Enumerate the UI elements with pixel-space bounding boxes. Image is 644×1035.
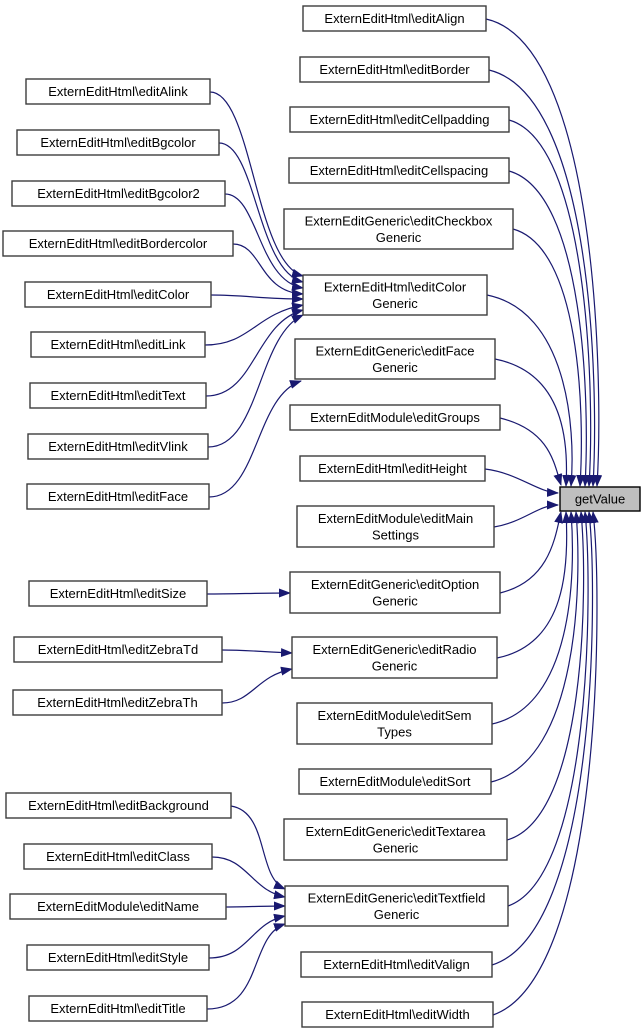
node-editClass[interactable] <box>24 844 212 869</box>
node-label-editColorGeneric: ExternEditHtml\editColor Generic <box>323 279 467 311</box>
edge-editCellpadding-to-getValue <box>509 120 591 486</box>
edge-editSemTypes-to-getValue <box>492 512 572 724</box>
node-editSemTypes[interactable] <box>297 703 492 744</box>
node-label-editName: ExternEditModule\editName <box>37 899 199 915</box>
node-editSize[interactable] <box>29 581 207 606</box>
node-label-editVlink: ExternEditHtml\editVlink <box>48 439 188 455</box>
edge-editTextfieldGeneric-to-getValue <box>508 512 588 906</box>
node-editBordercolor[interactable] <box>3 231 233 256</box>
node-label-editFaceGeneric: ExternEditGeneric\editFace Generic <box>315 343 475 375</box>
node-editTitle[interactable] <box>29 996 207 1021</box>
node-label-editGroups: ExternEditModule\editGroups <box>310 410 480 426</box>
edge-editWidth-to-getValue <box>493 512 597 1015</box>
edge-editFace-to-editFaceGeneric <box>209 381 301 497</box>
node-label-editCellpadding: ExternEditHtml\editCellpadding <box>309 112 490 128</box>
node-label-editSort: ExternEditModule\editSort <box>319 774 471 790</box>
node-editBgcolor2[interactable] <box>12 181 225 206</box>
node-editTextareaGeneric[interactable] <box>284 819 507 860</box>
node-editTextfieldGeneric[interactable] <box>285 886 508 926</box>
node-label-editAlink: ExternEditHtml\editAlink <box>48 84 188 100</box>
edge-editZebraTh-to-editRadioGeneric <box>222 669 292 703</box>
node-label-editBorder: ExternEditHtml\editBorder <box>319 62 470 78</box>
node-label-editTitle: ExternEditHtml\editTitle <box>50 1001 186 1017</box>
node-label-editSemTypes: ExternEditModule\editSem Types <box>317 707 472 740</box>
node-editFaceGeneric[interactable] <box>295 339 495 379</box>
node-editText[interactable] <box>30 383 206 408</box>
node-editOptionGeneric[interactable] <box>290 572 500 613</box>
node-editStyle[interactable] <box>27 945 209 970</box>
node-label-editZebraTd: ExternEditHtml\editZebraTd <box>37 642 199 658</box>
edge-editName-to-editTextfieldGeneric <box>226 906 285 907</box>
edge-editZebraTd-to-editRadioGeneric <box>222 650 292 653</box>
node-editMainSettings[interactable] <box>297 506 494 547</box>
node-editBorder[interactable] <box>300 57 489 82</box>
node-label-editTextfieldGeneric: ExternEditGeneric\editTextfield Generic <box>307 890 486 922</box>
node-editGroups[interactable] <box>290 405 500 430</box>
node-label-editClass: ExternEditHtml\editClass <box>46 849 190 865</box>
node-label-editFace: ExternEditHtml\editFace <box>47 489 189 505</box>
node-editZebraTh[interactable] <box>13 690 222 715</box>
edge-editStyle-to-editTextfieldGeneric <box>209 916 285 958</box>
node-label-getValue: getValue <box>574 491 626 507</box>
node-label-editHeight: ExternEditHtml\editHeight <box>318 461 467 477</box>
node-label-editMainSettings: ExternEditModule\editMain Settings <box>317 510 474 543</box>
node-editCellspacing[interactable] <box>289 158 509 183</box>
edge-editBackground-to-editTextfieldGeneric <box>231 806 285 889</box>
node-editCheckboxGeneric[interactable] <box>284 209 513 249</box>
node-label-editWidth: ExternEditHtml\editWidth <box>325 1007 470 1023</box>
node-editCellpadding[interactable] <box>290 107 509 132</box>
edge-editText-to-editColorGeneric <box>206 310 303 396</box>
edge-editSort-to-getValue <box>491 512 578 782</box>
edge-editHeight-to-getValue <box>485 469 558 493</box>
node-label-editBgcolor: ExternEditHtml\editBgcolor <box>40 135 196 151</box>
edge-editColor-to-editColorGeneric <box>211 295 303 299</box>
node-label-editZebraTh: ExternEditHtml\editZebraTh <box>37 695 198 711</box>
node-editLink[interactable] <box>31 332 205 357</box>
edge-editTitle-to-editTextfieldGeneric <box>207 924 285 1009</box>
edge-editClass-to-editTextfieldGeneric <box>212 857 285 897</box>
node-label-editCellspacing: ExternEditHtml\editCellspacing <box>309 163 489 179</box>
node-editName[interactable] <box>10 894 226 919</box>
node-editValign[interactable] <box>301 952 492 977</box>
node-label-editStyle: ExternEditHtml\editStyle <box>47 950 189 966</box>
node-label-editOptionGeneric: ExternEditGeneric\editOption Generic <box>310 576 480 609</box>
node-editRadioGeneric[interactable] <box>292 637 497 678</box>
node-label-editBgcolor2: ExternEditHtml\editBgcolor2 <box>37 186 200 202</box>
node-label-editValign: ExternEditHtml\editValign <box>323 957 470 973</box>
node-editSort[interactable] <box>299 769 491 794</box>
node-label-editAlign: ExternEditHtml\editAlign <box>324 11 465 27</box>
edge-editSize-to-editOptionGeneric <box>207 593 290 594</box>
node-label-editRadioGeneric: ExternEditGeneric\editRadio Generic <box>312 641 477 674</box>
node-label-editColor: ExternEditHtml\editColor <box>46 287 190 303</box>
node-label-editText: ExternEditHtml\editText <box>50 388 186 404</box>
node-editBackground[interactable] <box>6 793 231 818</box>
edge-editColorGeneric-to-getValue <box>487 295 572 486</box>
node-editAlign[interactable] <box>303 6 486 31</box>
node-editHeight[interactable] <box>300 456 485 481</box>
edge-editLink-to-editColorGeneric <box>205 305 303 345</box>
edge-editOptionGeneric-to-getValue <box>500 512 561 593</box>
node-editWidth[interactable] <box>302 1002 493 1027</box>
edge-editVlink-to-editColorGeneric <box>208 315 303 447</box>
node-editColor[interactable] <box>25 282 211 307</box>
node-getValue <box>560 487 640 511</box>
node-editZebraTd[interactable] <box>14 637 222 662</box>
edge-editCheckboxGeneric-to-getValue <box>513 229 581 486</box>
edge-editCellspacing-to-getValue <box>509 171 586 486</box>
node-label-editLink: ExternEditHtml\editLink <box>50 337 186 353</box>
node-label-editBackground: ExternEditHtml\editBackground <box>28 798 209 814</box>
node-label-editSize: ExternEditHtml\editSize <box>49 586 187 602</box>
node-editAlink[interactable] <box>26 79 210 104</box>
edge-editMainSettings-to-getValue <box>494 505 558 527</box>
node-editVlink[interactable] <box>28 434 208 459</box>
node-editBgcolor[interactable] <box>17 130 219 155</box>
nodes-layer <box>3 6 640 1027</box>
node-label-editBordercolor: ExternEditHtml\editBordercolor <box>28 236 208 252</box>
node-editColorGeneric[interactable] <box>303 275 487 315</box>
node-label-editTextareaGeneric: ExternEditGeneric\editTextarea Generic <box>305 823 486 856</box>
node-editFace[interactable] <box>27 484 209 509</box>
edge-editBordercolor-to-editColorGeneric <box>233 244 303 294</box>
node-label-editCheckboxGeneric: ExternEditGeneric\editCheckbox Generic <box>304 213 493 245</box>
